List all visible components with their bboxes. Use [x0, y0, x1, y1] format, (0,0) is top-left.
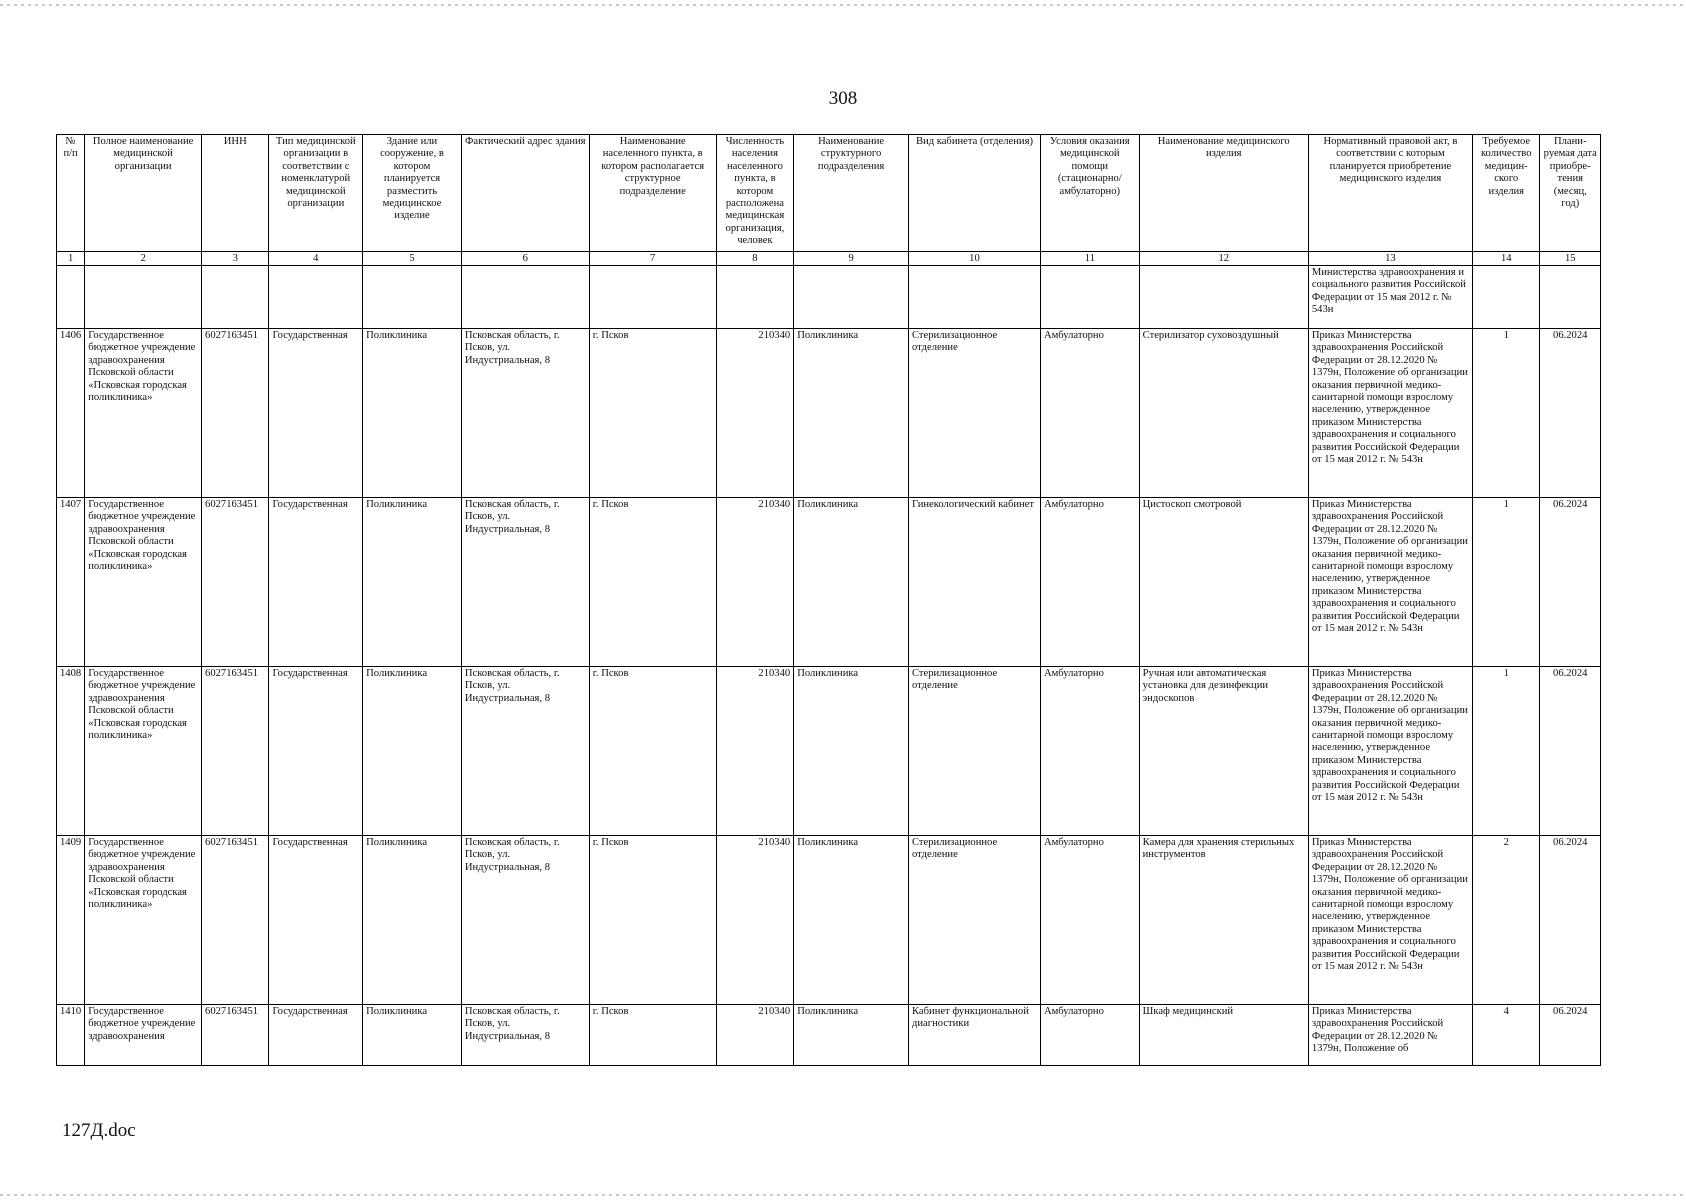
device-cell: Ручная или автоматическая установка для дезинфекции эндоскопов [1139, 667, 1308, 836]
col-header: Здание или сооружение, в котором планируется разместить медицинское изделие [363, 135, 462, 252]
quantity-cell: 1 [1473, 667, 1540, 836]
address-cell: Псковская область, г. Псков, ул. Индустриальная, 8 [461, 329, 589, 498]
population-cell: 210340 [716, 1005, 794, 1066]
inn-cell: 6027163451 [202, 1005, 269, 1066]
table-row [57, 836, 1601, 1005]
quantity-cell: 1 [1473, 329, 1540, 498]
date-cell: 06.2024 [1540, 329, 1601, 498]
quantity-cell: 1 [1473, 498, 1540, 667]
population-cell: 210340 [716, 498, 794, 667]
column-number: 14 [1473, 252, 1540, 266]
address-cell: Псковская область, г. Псков, ул. Индустриальная, 8 [461, 498, 589, 667]
conditions-cell: Амбулаторно [1040, 329, 1139, 498]
legal-act-cell: Приказ Министерства здравоохранения Российской Федерации от 28.12.2020 № 1379н, Положение об организации оказания первичной медико-санитарной помощи взрослому населению, утвержденное приказом Министерства здравоохранения и социального развития Российской Федерации от 15 мая 2012 г. № 543н [1308, 498, 1472, 667]
division-cell: Поликлиника [794, 329, 909, 498]
column-number: 10 [909, 252, 1041, 266]
organization-name: Государственное бюджетное учреждение здравоохранения [85, 1005, 202, 1066]
column-number: 12 [1139, 252, 1308, 266]
continuation-row [57, 266, 1601, 329]
date-cell: 06.2024 [1540, 836, 1601, 1005]
conditions-cell: Амбулаторно [1040, 836, 1139, 1005]
org-type-cell: Государственная [269, 667, 363, 836]
col-header: Тип медицинской организации в соответствии с номенклатурой медицинской организации [269, 135, 363, 252]
column-number-row [57, 252, 1601, 266]
organization-name: Государственное бюджетное учреждение здравоохранения Псковской области «Псковская городская поликлиника» [85, 836, 202, 1005]
row-number: 1408 [57, 667, 85, 836]
column-number: 15 [1540, 252, 1601, 266]
legal-act-cell: Приказ Министерства здравоохранения Российской Федерации от 28.12.2020 № 1379н, Положение об [1308, 1005, 1472, 1066]
division-cell: Поликлиника [794, 1005, 909, 1066]
building-cell: Поликлиника [363, 498, 462, 667]
table-row [57, 1005, 1601, 1066]
col-header: Вид кабинета (отделения) [909, 135, 1041, 252]
col-header: Полное наименование медицинской организации [85, 135, 202, 252]
org-type-cell: Государственная [269, 1005, 363, 1066]
building-cell: Поликлиника [363, 667, 462, 836]
col-header: Фактический адрес здания [461, 135, 589, 252]
device-cell: Камера для хранения стерильных инструментов [1139, 836, 1308, 1005]
locality-cell: г. Псков [589, 329, 716, 498]
conditions-cell: Амбулаторно [1040, 1005, 1139, 1066]
legal-act-cell: Приказ Министерства здравоохранения Российской Федерации от 28.12.2020 № 1379н, Положение об организации оказания первичной медико-санитарной помощи взрослому населению, утвержденное приказом Министерства здравоохранения и социального развития Российской Федерации от 15 мая 2012 г. № 543н [1308, 667, 1472, 836]
date-cell: 06.2024 [1540, 498, 1601, 667]
inn-cell: 6027163451 [202, 667, 269, 836]
column-number: 13 [1308, 252, 1472, 266]
legal-act-cell: Приказ Министерства здравоохранения Российской Федерации от 28.12.2020 № 1379н, Положение об организации оказания первичной медико-санитарной помощи взрослому населению, утвержденное приказом Министерства здравоохранения и социального развития Российской Федерации от 15 мая 2012 г. № 543н [1308, 836, 1472, 1005]
building-cell: Поликлиника [363, 836, 462, 1005]
col-header: Наименование населенного пункта, в котором располагается структурное подразделение [589, 135, 716, 252]
cabinet-cell: Стерилизационное отделение [909, 329, 1041, 498]
device-cell: Шкаф медицинский [1139, 1005, 1308, 1066]
scan-artifact-top [0, 4, 1686, 6]
address-cell: Псковская область, г. Псков, ул. Индустриальная, 8 [461, 667, 589, 836]
col-header: Требуемое количество медицин-ского изделия [1473, 135, 1540, 252]
org-type-cell: Государственная [269, 836, 363, 1005]
division-cell: Поликлиника [794, 498, 909, 667]
inn-cell: 6027163451 [202, 836, 269, 1005]
column-number: 2 [85, 252, 202, 266]
org-type-cell: Государственная [269, 329, 363, 498]
medical-device-table [56, 134, 1601, 1066]
table-row [57, 498, 1601, 667]
continuation-act-text: Министерства здравоохранения и социального развития Российской Федерации от 15 мая 2012 г. № 543н [1308, 266, 1472, 329]
population-cell: 210340 [716, 836, 794, 1005]
column-number: 7 [589, 252, 716, 266]
locality-cell: г. Псков [589, 498, 716, 667]
col-header: Наименование структурного подразделения [794, 135, 909, 252]
table-row [57, 329, 1601, 498]
page-number: 308 [828, 88, 858, 109]
population-cell: 210340 [716, 667, 794, 836]
row-number: 1406 [57, 329, 85, 498]
cabinet-cell: Стерилизационное отделение [909, 667, 1041, 836]
address-cell: Псковская область, г. Псков, ул. Индустриальная, 8 [461, 1005, 589, 1066]
inn-cell: 6027163451 [202, 498, 269, 667]
organization-name: Государственное бюджетное учреждение здравоохранения Псковской области «Псковская городская поликлиника» [85, 667, 202, 836]
locality-cell: г. Псков [589, 667, 716, 836]
row-number: 1407 [57, 498, 85, 667]
col-header: Плани-руемая дата приобре-тения (месяц, год) [1540, 135, 1601, 252]
col-header: ИНН [202, 135, 269, 252]
header-row [57, 135, 1601, 252]
column-number: 9 [794, 252, 909, 266]
org-type-cell: Государственная [269, 498, 363, 667]
address-cell: Псковская область, г. Псков, ул. Индустриальная, 8 [461, 836, 589, 1005]
col-header: Условия оказания медицинской помощи (стационарно/ амбулаторно) [1040, 135, 1139, 252]
conditions-cell: Амбулаторно [1040, 498, 1139, 667]
cabinet-cell: Кабинет функциональной диагностики [909, 1005, 1041, 1066]
column-number: 1 [57, 252, 85, 266]
locality-cell: г. Псков [589, 1005, 716, 1066]
organization-name: Государственное бюджетное учреждение здравоохранения Псковской области «Псковская городская поликлиника» [85, 329, 202, 498]
division-cell: Поликлиника [794, 836, 909, 1005]
cabinet-cell: Стерилизационное отделение [909, 836, 1041, 1005]
footer-filename: 127Д.doc [62, 1120, 136, 1141]
population-cell: 210340 [716, 329, 794, 498]
organization-name: Государственное бюджетное учреждение здравоохранения Псковской области «Псковская городская поликлиника» [85, 498, 202, 667]
column-number: 3 [202, 252, 269, 266]
date-cell: 06.2024 [1540, 1005, 1601, 1066]
row-number: 1410 [57, 1005, 85, 1066]
cabinet-cell: Гинекологический кабинет [909, 498, 1041, 667]
column-number: 8 [716, 252, 794, 266]
col-header: Численность населения населенного пункта, в котором расположена медицинская организация, человек [716, 135, 794, 252]
quantity-cell: 2 [1473, 836, 1540, 1005]
column-number: 6 [461, 252, 589, 266]
scan-artifact-bottom [0, 1194, 1686, 1196]
column-number: 4 [269, 252, 363, 266]
legal-act-cell: Приказ Министерства здравоохранения Российской Федерации от 28.12.2020 № 1379н, Положение об организации оказания первичной медико-санитарной помощи взрослому населению, утвержденное приказом Министерства здравоохранения и социального развития Российской Федерации от 15 мая 2012 г. № 543н [1308, 329, 1472, 498]
inn-cell: 6027163451 [202, 329, 269, 498]
table-row [57, 667, 1601, 836]
building-cell: Поликлиника [363, 1005, 462, 1066]
division-cell: Поликлиника [794, 667, 909, 836]
date-cell: 06.2024 [1540, 667, 1601, 836]
col-header: № п/п [57, 135, 85, 252]
conditions-cell: Амбулаторно [1040, 667, 1139, 836]
device-cell: Цистоскоп смотровой [1139, 498, 1308, 667]
device-cell: Стерилизатор суховоздушный [1139, 329, 1308, 498]
column-number: 5 [363, 252, 462, 266]
quantity-cell: 4 [1473, 1005, 1540, 1066]
column-number: 11 [1040, 252, 1139, 266]
locality-cell: г. Псков [589, 836, 716, 1005]
row-number: 1409 [57, 836, 85, 1005]
col-header: Наименование медицинского изделия [1139, 135, 1308, 252]
col-header: Нормативный правовой акт, в соответствии с которым планируется приобретение медицинского изделия [1308, 135, 1472, 252]
building-cell: Поликлиника [363, 329, 462, 498]
